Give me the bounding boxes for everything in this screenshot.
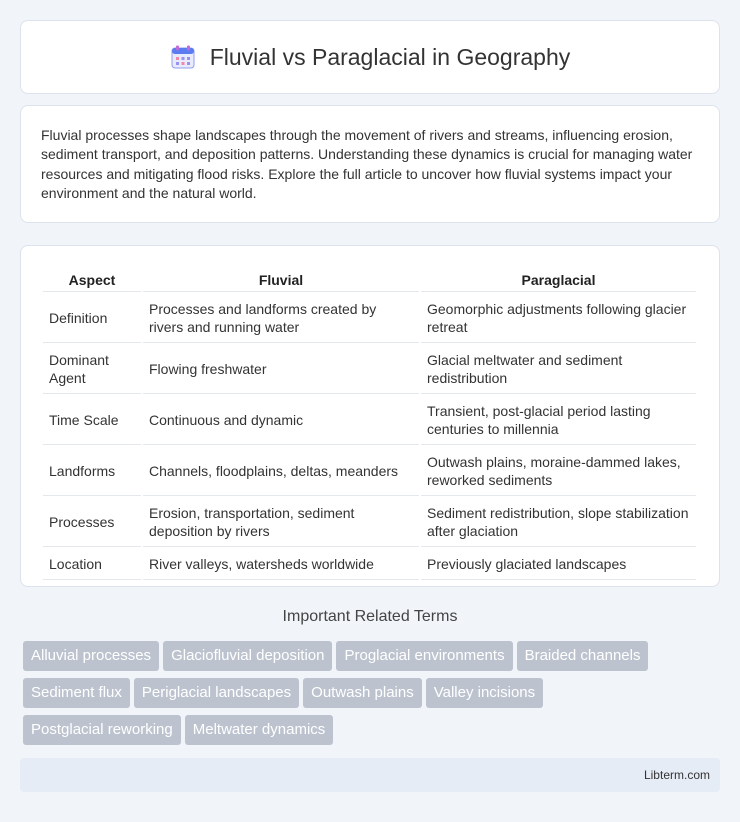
row-fluvial: Continuous and dynamic bbox=[143, 396, 419, 445]
comparison-table-card bbox=[20, 245, 720, 587]
row-fluvial: Channels, floodplains, deltas, meanders bbox=[143, 447, 419, 496]
table-row bbox=[43, 345, 696, 394]
row-fluvial: Flowing freshwater bbox=[143, 345, 419, 394]
row-paraglacial: Sediment redistribution, slope stabilization after glaciation bbox=[421, 498, 696, 547]
related-term-tag[interactable]: Proglacial environments bbox=[336, 641, 512, 671]
row-paraglacial: Transient, post-glacial period lasting centuries to millennia bbox=[421, 396, 696, 445]
row-paraglacial: Geomorphic adjustments following glacier retreat bbox=[421, 294, 696, 343]
table-header-row bbox=[43, 268, 696, 292]
related-term-tag[interactable]: Glaciofluvial deposition bbox=[163, 641, 332, 671]
calendar-icon bbox=[170, 44, 196, 70]
header-aspect: Aspect bbox=[43, 268, 141, 292]
related-term-tag[interactable]: Sediment flux bbox=[23, 678, 130, 708]
row-aspect: Location bbox=[43, 549, 141, 580]
header-fluvial: Fluvial bbox=[143, 268, 419, 292]
page-title: Fluvial vs Paraglacial in Geography bbox=[209, 43, 571, 70]
footer-site-link[interactable]: Libterm.com bbox=[643, 768, 710, 782]
row-aspect: Landforms bbox=[43, 447, 141, 496]
comparison-table bbox=[41, 266, 698, 582]
table-row bbox=[43, 549, 696, 580]
row-paraglacial: Glacial meltwater and sediment redistribution bbox=[421, 345, 696, 394]
related-term-tag[interactable]: Braided channels bbox=[517, 641, 649, 671]
table-row bbox=[43, 447, 696, 496]
table-row bbox=[43, 498, 696, 547]
row-fluvial: Processes and landforms created by rivers and running water bbox=[143, 294, 419, 343]
related-term-tag[interactable]: Outwash plains bbox=[303, 678, 422, 708]
intro-text: Fluvial processes shape landscapes through the movement of rivers and streams, influencing erosion, sediment transport, and deposition patterns. Understanding these dynamics is crucial for managing water resources and mitigating flood risks. Explore the full article to uncover how fluvial systems impact your environment and the natural world. bbox=[41, 127, 693, 202]
header-paraglacial: Paraglacial bbox=[421, 268, 696, 292]
row-fluvial: Erosion, transportation, sediment deposition by rivers bbox=[143, 498, 419, 547]
related-term-tag[interactable]: Periglacial landscapes bbox=[134, 678, 299, 708]
row-fluvial: River valleys, watersheds worldwide bbox=[143, 549, 419, 580]
related-term-tag[interactable]: Postglacial reworking bbox=[23, 715, 181, 745]
related-term-tag[interactable]: Meltwater dynamics bbox=[185, 715, 334, 745]
related-term-tag[interactable]: Valley incisions bbox=[426, 678, 543, 708]
table-row bbox=[43, 396, 696, 445]
row-paraglacial: Outwash plains, moraine-dammed lakes, reworked sediments bbox=[421, 447, 696, 496]
table-row bbox=[43, 294, 696, 343]
row-aspect: Dominant Agent bbox=[43, 345, 141, 394]
title-card bbox=[20, 20, 720, 94]
row-aspect: Definition bbox=[43, 294, 141, 343]
related-terms-title: Important Related Terms bbox=[282, 608, 458, 625]
footer bbox=[20, 758, 720, 792]
related-terms-list bbox=[23, 641, 723, 752]
row-aspect: Processes bbox=[43, 498, 141, 547]
intro-card bbox=[20, 105, 720, 223]
row-aspect: Time Scale bbox=[43, 396, 141, 445]
row-paraglacial: Previously glaciated landscapes bbox=[421, 549, 696, 580]
related-term-tag[interactable]: Alluvial processes bbox=[23, 641, 159, 671]
